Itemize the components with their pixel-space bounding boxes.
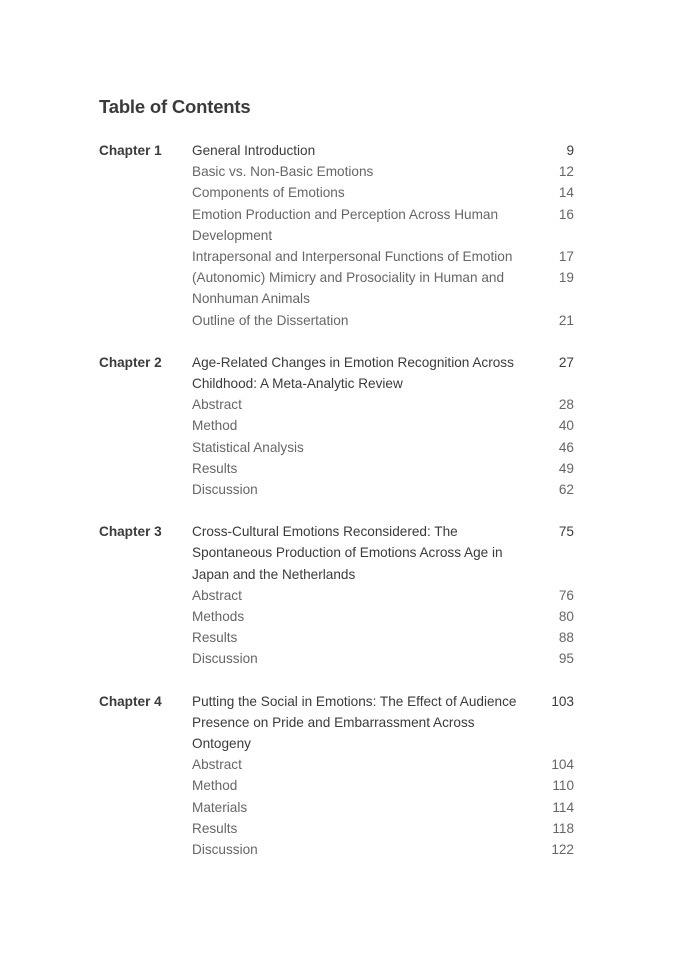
section-row[interactable] xyxy=(99,394,574,415)
section-page-number: 110 xyxy=(552,778,574,794)
section-title: Methods xyxy=(192,609,245,625)
section-row[interactable] xyxy=(99,437,574,458)
section-title: Method xyxy=(192,418,238,434)
toc-list xyxy=(99,140,574,860)
chapter-block xyxy=(99,140,574,331)
section-title: Method xyxy=(192,778,238,794)
section-title: Outline of the Dissertation xyxy=(192,312,349,328)
section-row[interactable] xyxy=(99,204,574,246)
section-title: Abstract xyxy=(192,397,242,413)
chapter-page-number: 9 xyxy=(566,143,574,158)
section-page-number: 104 xyxy=(551,757,574,773)
section-title: Emotion Production and Perception Across Human Development xyxy=(192,206,499,243)
section-page-number: 62 xyxy=(558,482,574,498)
section-page-number: 21 xyxy=(558,312,574,328)
section-page-number: 28 xyxy=(558,397,574,413)
section-title: Results xyxy=(192,630,238,646)
section-title: Results xyxy=(192,820,238,836)
section-page-number: 118 xyxy=(552,820,574,836)
section-title: Basic vs. Non-Basic Emotions xyxy=(192,164,374,180)
chapter-title: General Introduction xyxy=(192,143,316,158)
section-title: Materials xyxy=(192,799,248,815)
chapter-title: Cross-Cultural Emotions Reconsidered: The Spontaneous Production of Emotions Across Age in Japan and the Netherlands xyxy=(192,524,503,582)
section-row[interactable] xyxy=(99,818,574,839)
section-title: Abstract xyxy=(192,757,242,773)
chapter-row[interactable] xyxy=(99,691,574,755)
chapter-page-number: 27 xyxy=(558,354,574,370)
chapter-title: Age-Related Changes in Emotion Recognition Across Childhood: A Meta-Analytic Review xyxy=(192,354,514,392)
chapter-page-number: 75 xyxy=(558,524,574,540)
section-title: Discussion xyxy=(192,482,258,498)
section-page-number: 46 xyxy=(558,439,574,455)
section-row[interactable] xyxy=(99,458,574,479)
page-title: Table of Contents xyxy=(99,96,251,117)
section-row[interactable] xyxy=(99,267,574,309)
section-row[interactable] xyxy=(99,648,574,669)
section-page-number: 16 xyxy=(558,206,574,222)
section-row[interactable] xyxy=(99,754,574,775)
section-row[interactable] xyxy=(99,775,574,796)
section-title: Intrapersonal and Interpersonal Functions of Emotion xyxy=(192,249,513,265)
section-title: Components of Emotions xyxy=(192,185,345,201)
section-title: Results xyxy=(192,460,238,476)
section-page-number: 12 xyxy=(558,164,574,180)
section-row[interactable] xyxy=(99,585,574,606)
section-page-number: 80 xyxy=(558,609,574,625)
section-title: Discussion xyxy=(192,842,258,858)
section-title: Abstract xyxy=(192,587,242,603)
section-page-number: 49 xyxy=(558,460,574,476)
chapter-row[interactable] xyxy=(99,140,574,161)
section-page-number: 14 xyxy=(558,185,574,201)
chapter-label: Chapter 4 xyxy=(99,693,162,709)
section-page-number: 17 xyxy=(558,249,574,265)
chapter-page-number: 103 xyxy=(551,693,574,709)
section-row[interactable] xyxy=(99,627,574,648)
section-row[interactable] xyxy=(99,182,574,203)
section-row[interactable] xyxy=(99,606,574,627)
section-page-number: 40 xyxy=(558,418,574,434)
chapter-label: Chapter 1 xyxy=(99,143,162,158)
section-row[interactable] xyxy=(99,839,574,860)
section-page-number: 114 xyxy=(552,799,574,815)
chapter-label: Chapter 2 xyxy=(99,354,162,370)
section-title: Statistical Analysis xyxy=(192,439,304,455)
section-page-number: 95 xyxy=(558,651,574,667)
toc-page xyxy=(99,95,574,881)
chapter-block xyxy=(99,352,574,500)
section-row[interactable] xyxy=(99,310,574,331)
section-row[interactable] xyxy=(99,415,574,436)
section-row[interactable] xyxy=(99,797,574,818)
chapter-row[interactable] xyxy=(99,352,574,394)
section-row[interactable] xyxy=(99,479,574,500)
section-page-number: 19 xyxy=(558,270,574,286)
section-page-number: 88 xyxy=(558,630,574,646)
section-page-number: 122 xyxy=(551,842,574,858)
chapter-block xyxy=(99,691,574,861)
section-title: Discussion xyxy=(192,651,258,667)
chapter-title: Putting the Social in Emotions: The Effect of Audience Presence on Pride and Embarrassment Across Ontogeny xyxy=(192,693,517,752)
section-row[interactable] xyxy=(99,246,574,267)
section-title: (Autonomic) Mimicry and Prosociality in Human and Nonhuman Animals xyxy=(192,270,505,307)
chapter-row[interactable] xyxy=(99,521,574,585)
chapter-label: Chapter 3 xyxy=(99,524,162,540)
section-row[interactable] xyxy=(99,161,574,182)
section-page-number: 76 xyxy=(558,587,574,603)
chapter-block xyxy=(99,521,574,669)
